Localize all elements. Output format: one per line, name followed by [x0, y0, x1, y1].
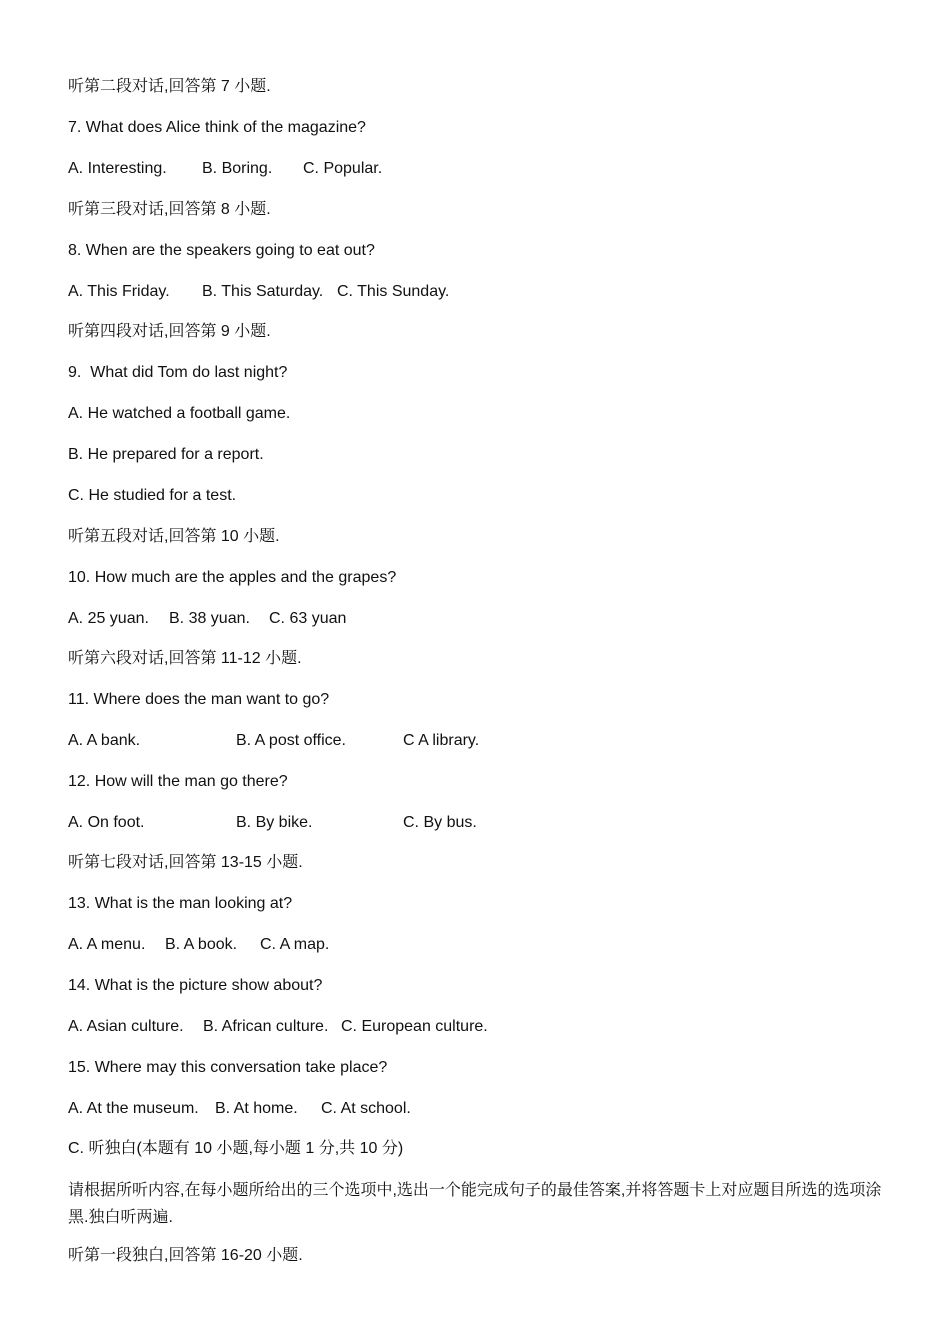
- q11-option-c: C A library.: [403, 732, 480, 749]
- q11-option-b: B. A post office.: [236, 732, 346, 749]
- q15-option-a: A. At the museum.: [68, 1100, 199, 1117]
- q9-option-a: A. He watched a football game.: [68, 405, 291, 422]
- section-heading: 听第一段独白,回答第 16-20 小题.: [68, 1247, 303, 1264]
- question-12: 12. How will the man go there?: [68, 773, 288, 790]
- question-8: 8. When are the speakers going to eat out?: [68, 242, 375, 259]
- q7-option-a: A. Interesting.: [68, 160, 167, 177]
- section-heading: 听第四段对话,回答第 9 小题.: [68, 323, 271, 340]
- q7-option-c: C. Popular.: [303, 160, 383, 177]
- q14-option-a: A. Asian culture.: [68, 1018, 184, 1035]
- section-heading: 听第七段对话,回答第 13-15 小题.: [68, 854, 303, 871]
- q10-option-a: A. 25 yuan.: [68, 610, 149, 627]
- q8-option-a: A. This Friday.: [68, 283, 170, 300]
- part-c-heading: C. 听独白(本题有 10 小题,每小题 1 分,共 10 分): [68, 1140, 404, 1157]
- q9-option-b: B. He prepared for a report.: [68, 446, 264, 463]
- q8-option-c: C. This Sunday.: [337, 283, 450, 300]
- instructions: 请根据所听内容,在每小题所给出的三个选项中,选出一个能完成句子的最佳答案,并将答题卡上对应题目所选的选项涂黑.独白听两遍.: [68, 1182, 882, 1226]
- q14-option-b: B. African culture.: [203, 1018, 329, 1035]
- q12-option-a: A. On foot.: [68, 814, 145, 831]
- q12-option-c: C. By bus.: [403, 814, 477, 831]
- q9-option-c: C. He studied for a test.: [68, 487, 237, 504]
- q15-option-b: B. At home.: [215, 1100, 298, 1117]
- question-10: 10. How much are the apples and the grapes?: [68, 569, 397, 586]
- section-heading: 听第六段对话,回答第 11-12 小题.: [68, 650, 302, 667]
- q10-option-c: C. 63 yuan: [269, 610, 347, 627]
- q7-option-b: B. Boring.: [202, 160, 273, 177]
- section-heading: 听第五段对话,回答第 10 小题.: [68, 528, 280, 545]
- q8-option-b: B. This Saturday.: [202, 283, 324, 300]
- question-13: 13. What is the man looking at?: [68, 895, 293, 912]
- q12-option-b: B. By bike.: [236, 814, 313, 831]
- question-11: 11. Where does the man want to go?: [68, 691, 330, 708]
- q11-option-a: A. A bank.: [68, 732, 141, 749]
- q13-option-a: A. A menu.: [68, 936, 146, 953]
- question-9: 9. What did Tom do last night?: [68, 364, 288, 381]
- q15-option-c: C. At school.: [321, 1100, 411, 1117]
- section-heading: 听第三段对话,回答第 8 小题.: [68, 201, 271, 218]
- question-7: 7. What does Alice think of the magazine?: [68, 119, 366, 136]
- question-15: 15. Where may this conversation take place?: [68, 1059, 388, 1076]
- q10-option-b: B. 38 yuan.: [169, 610, 250, 627]
- q13-option-b: B. A book.: [165, 936, 238, 953]
- q14-option-c: C. European culture.: [341, 1018, 488, 1035]
- section-heading: 听第二段对话,回答第 7 小题.: [68, 78, 271, 95]
- q13-option-c: C. A map.: [260, 936, 330, 953]
- question-14: 14. What is the picture show about?: [68, 977, 323, 994]
